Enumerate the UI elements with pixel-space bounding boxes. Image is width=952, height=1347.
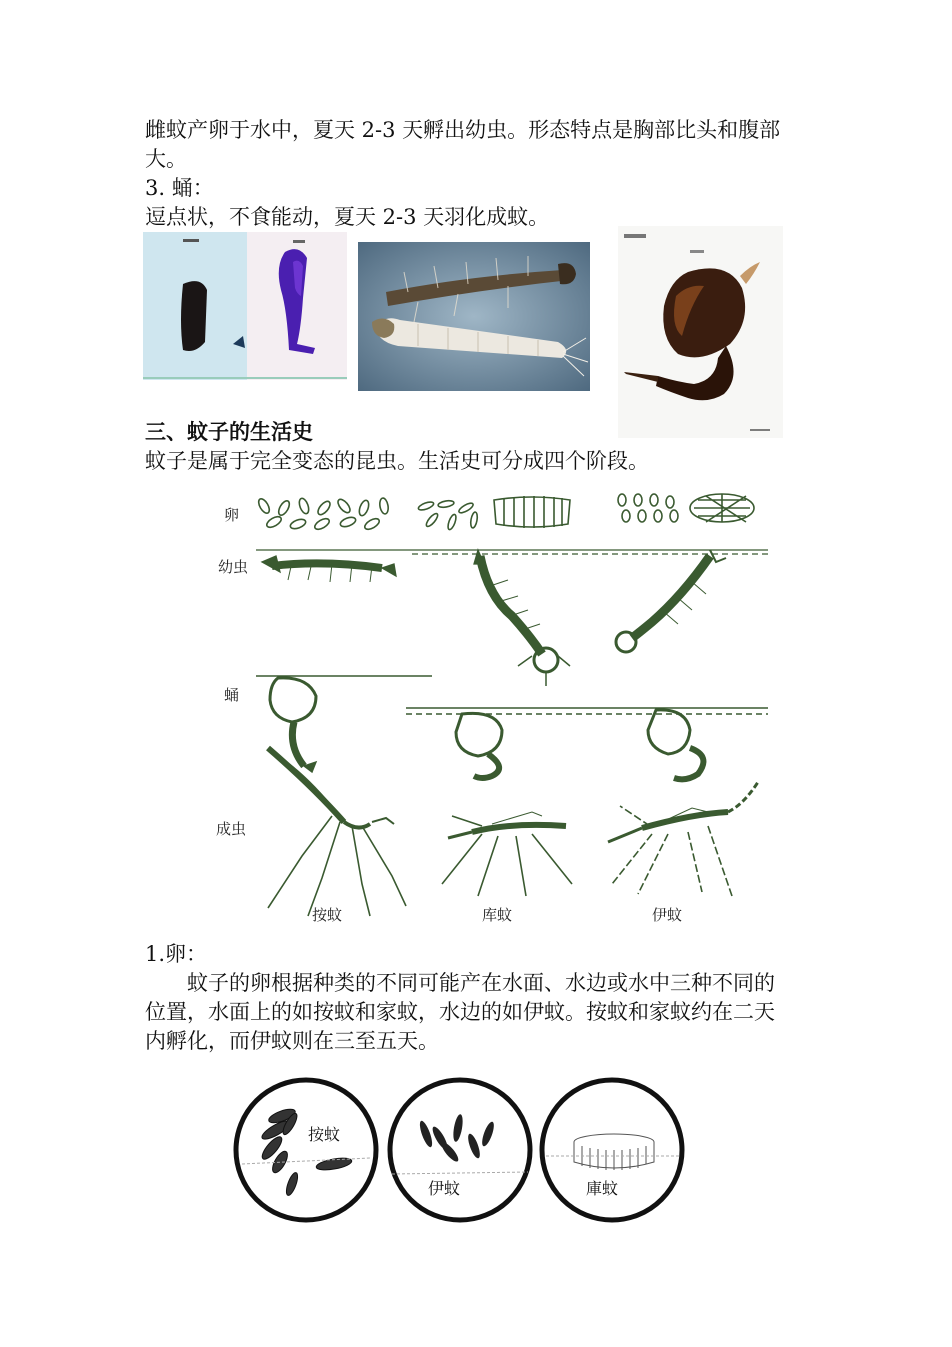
- pupa-heading: 3. 蛹：: [145, 176, 214, 200]
- egg-label-anopheles: 按蚊: [308, 1125, 341, 1144]
- egg-label-culex: 庫蚊: [586, 1179, 619, 1198]
- column-label-culex: 库蚊: [482, 906, 513, 924]
- paragraph-line: 雌蚊产卵于水中，夏天 2-3 天孵出幼虫。形态特点是胸部比头和腹部: [145, 118, 781, 142]
- row-label-adult: 成虫: [216, 820, 247, 838]
- row-label-egg: 卵: [224, 506, 240, 524]
- pupa-microscope-photo: [143, 232, 347, 380]
- egg-label-aedes: 伊蚊: [428, 1179, 461, 1198]
- egg-heading: 1.卵：: [145, 942, 208, 966]
- column-label-anopheles: 按蚊: [312, 906, 343, 924]
- anopheles-egg-circle: [236, 1080, 376, 1220]
- section-intro: 蚊子是属于完全变态的昆虫。生活史可分成四个阶段。: [145, 449, 649, 473]
- row-label-pupa: 蛹: [224, 686, 240, 704]
- pupa-description: 逗点状，不食能动，夏天 2-3 天羽化成蚊。: [145, 205, 550, 229]
- row-label-larva: 幼虫: [218, 558, 249, 576]
- pupa-photo: [618, 226, 783, 438]
- egg-paragraph-line: 位置，水面上的如按蚊和家蚊，水边的如伊蚊。按蚊和家蚊约在二天: [145, 1000, 775, 1024]
- section-title: 三、蚊子的生活史: [145, 420, 313, 444]
- egg-paragraph-line: 蚊子的卵根据种类的不同可能产在水面、水边或水中三种不同的: [187, 971, 775, 995]
- aedes-egg-circle: [390, 1080, 530, 1220]
- column-label-aedes: 伊蚊: [652, 906, 683, 924]
- egg-paragraph-line: 内孵化，而伊蚊则在三至五天。: [145, 1029, 439, 1053]
- lifecycle-diagram: [212, 486, 768, 930]
- egg-circles-diagram: [230, 1076, 690, 1226]
- larvae-photo: [358, 242, 590, 391]
- paragraph-line: 大。: [145, 147, 187, 171]
